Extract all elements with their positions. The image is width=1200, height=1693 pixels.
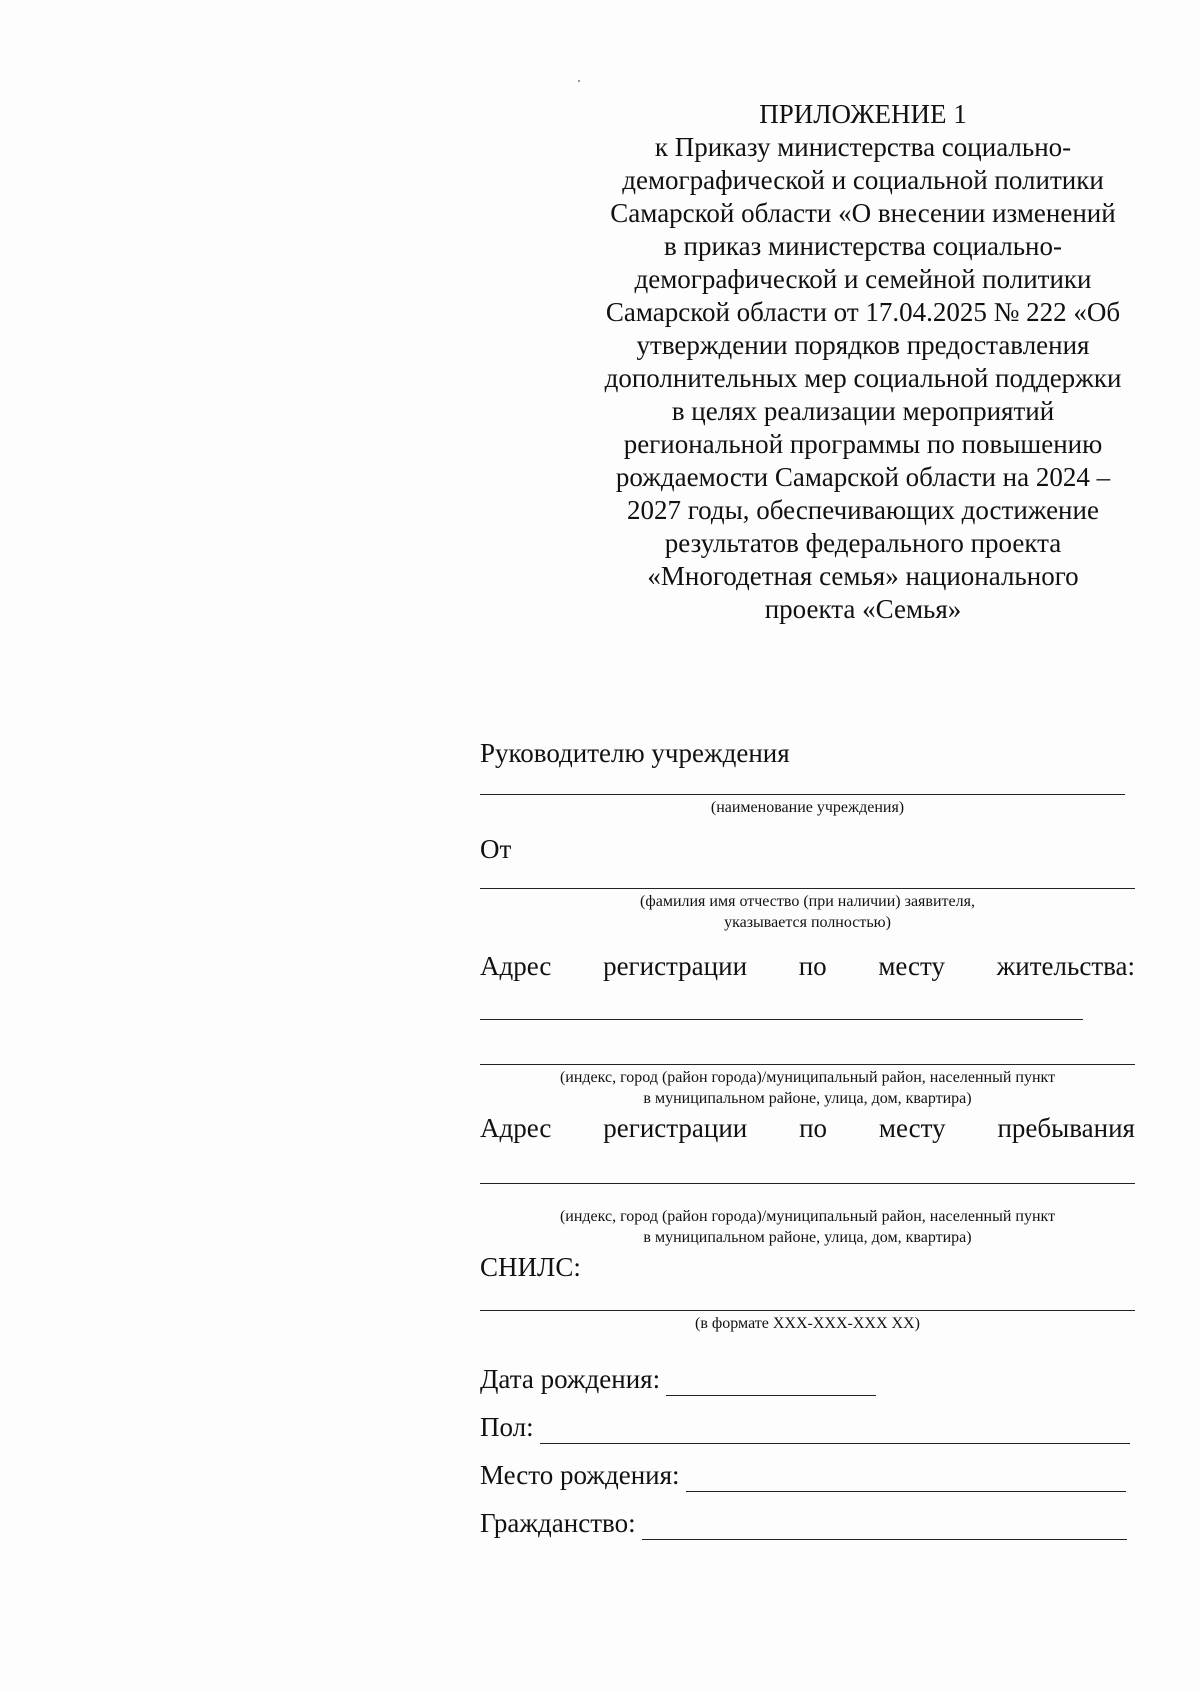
- residence-address-field-2[interactable]: [480, 1020, 1135, 1065]
- snils-caption: (в формате XXX-XXX-XXX XX): [695, 1315, 920, 1332]
- birth-date-label: Дата рождения:: [480, 1364, 661, 1394]
- scan-speck: [578, 80, 580, 82]
- snils-field[interactable]: [480, 1284, 1135, 1311]
- birth-place-row: [480, 1458, 1135, 1492]
- appendix-line: демографической и семейной политики: [634, 264, 1092, 294]
- address-caption-line: (индекс, город (район города)/муниципальный район, населенный пункт: [559, 1069, 1056, 1086]
- stay-address-caption: [480, 1206, 1135, 1248]
- stay-label-word: Адрес: [480, 1113, 552, 1143]
- stay-label-word: по: [799, 1113, 828, 1143]
- address-caption-line: в муниципальном районе, улица, дом, квартира): [643, 1090, 972, 1107]
- citizenship-row: [480, 1506, 1135, 1540]
- residence-label-word: жительства:: [996, 951, 1135, 981]
- residence-label: [480, 949, 1135, 983]
- address-caption-line: (индекс, город (район города)/муниципальный район, населенный пункт: [559, 1208, 1056, 1225]
- appendix-line: «Многодетная семья» национального: [647, 561, 1079, 591]
- address-caption-line: в муниципальном районе, улица, дом, квартира): [643, 1229, 972, 1246]
- appendix-line: в целях реализации мероприятий: [671, 396, 1055, 426]
- birth-place-label: Место рождения:: [480, 1460, 680, 1490]
- residence-address-caption: [480, 1067, 1135, 1109]
- from-label: От: [480, 834, 512, 864]
- appendix-title: ПРИЛОЖЕНИЕ 1: [759, 99, 967, 129]
- applicant-caption: [480, 891, 1135, 933]
- applicant-caption-line: (фамилия имя отчество (при наличии) заявителя,: [640, 893, 975, 910]
- applicant-name-field[interactable]: [480, 866, 1135, 889]
- institution-caption: (наименование учреждения): [710, 799, 905, 816]
- birth-place-field[interactable]: [686, 1465, 1126, 1492]
- appendix-line: дополнительных мер социальной поддержки: [604, 363, 1122, 393]
- appendix-line: проекта «Семья»: [764, 594, 962, 624]
- residence-label-word: месту: [878, 951, 945, 981]
- appendix-heading: [578, 98, 1148, 626]
- appendix-line: утверждении порядков предоставления: [636, 330, 1090, 360]
- stay-label-word: месту: [878, 1113, 946, 1143]
- appendix-line: Самарской области от 17.04.2025 № 222 «Об: [605, 297, 1121, 327]
- residence-label-word: регистрации: [603, 951, 748, 981]
- appendix-line: в приказ министерства социально-: [664, 231, 1062, 261]
- birth-date-field[interactable]: [666, 1369, 876, 1396]
- appendix-line: региональной программы по повышению: [623, 429, 1103, 459]
- appendix-line: рождаемости Самарской области на 2024 –: [615, 462, 1111, 492]
- sex-row: [480, 1410, 1135, 1444]
- appendix-line: 2027 годы, обеспечивающих достижение: [627, 495, 1099, 525]
- birth-date-row: [480, 1362, 1135, 1396]
- stay-label-word: регистрации: [603, 1113, 748, 1143]
- applicant-caption-line: указывается полностью): [724, 914, 891, 931]
- residence-address-field-1[interactable]: [480, 983, 1083, 1020]
- citizenship-label: Гражданство:: [480, 1508, 636, 1538]
- application-form: [480, 736, 1135, 1540]
- institution-field[interactable]: [480, 770, 1125, 795]
- stay-address-field[interactable]: [480, 1145, 1135, 1184]
- appendix-line: результатов федерального проекта: [664, 528, 1062, 558]
- stay-label: [480, 1111, 1135, 1145]
- addressee-label: Руководителю учреждения: [480, 738, 790, 768]
- citizenship-field[interactable]: [642, 1513, 1127, 1540]
- sex-label: Пол:: [480, 1412, 534, 1442]
- appendix-line: к Приказу министерства социально-: [654, 132, 1072, 162]
- appendix-line: демографической и социальной политики: [622, 165, 1104, 195]
- residence-label-word: Адрес: [480, 951, 552, 981]
- residence-label-word: по: [798, 951, 827, 981]
- snils-label: СНИЛС:: [480, 1252, 581, 1282]
- sex-field[interactable]: [540, 1417, 1130, 1444]
- stay-label-word: пребывания: [997, 1113, 1135, 1143]
- appendix-line: Самарской области «О внесении изменений: [610, 198, 1116, 228]
